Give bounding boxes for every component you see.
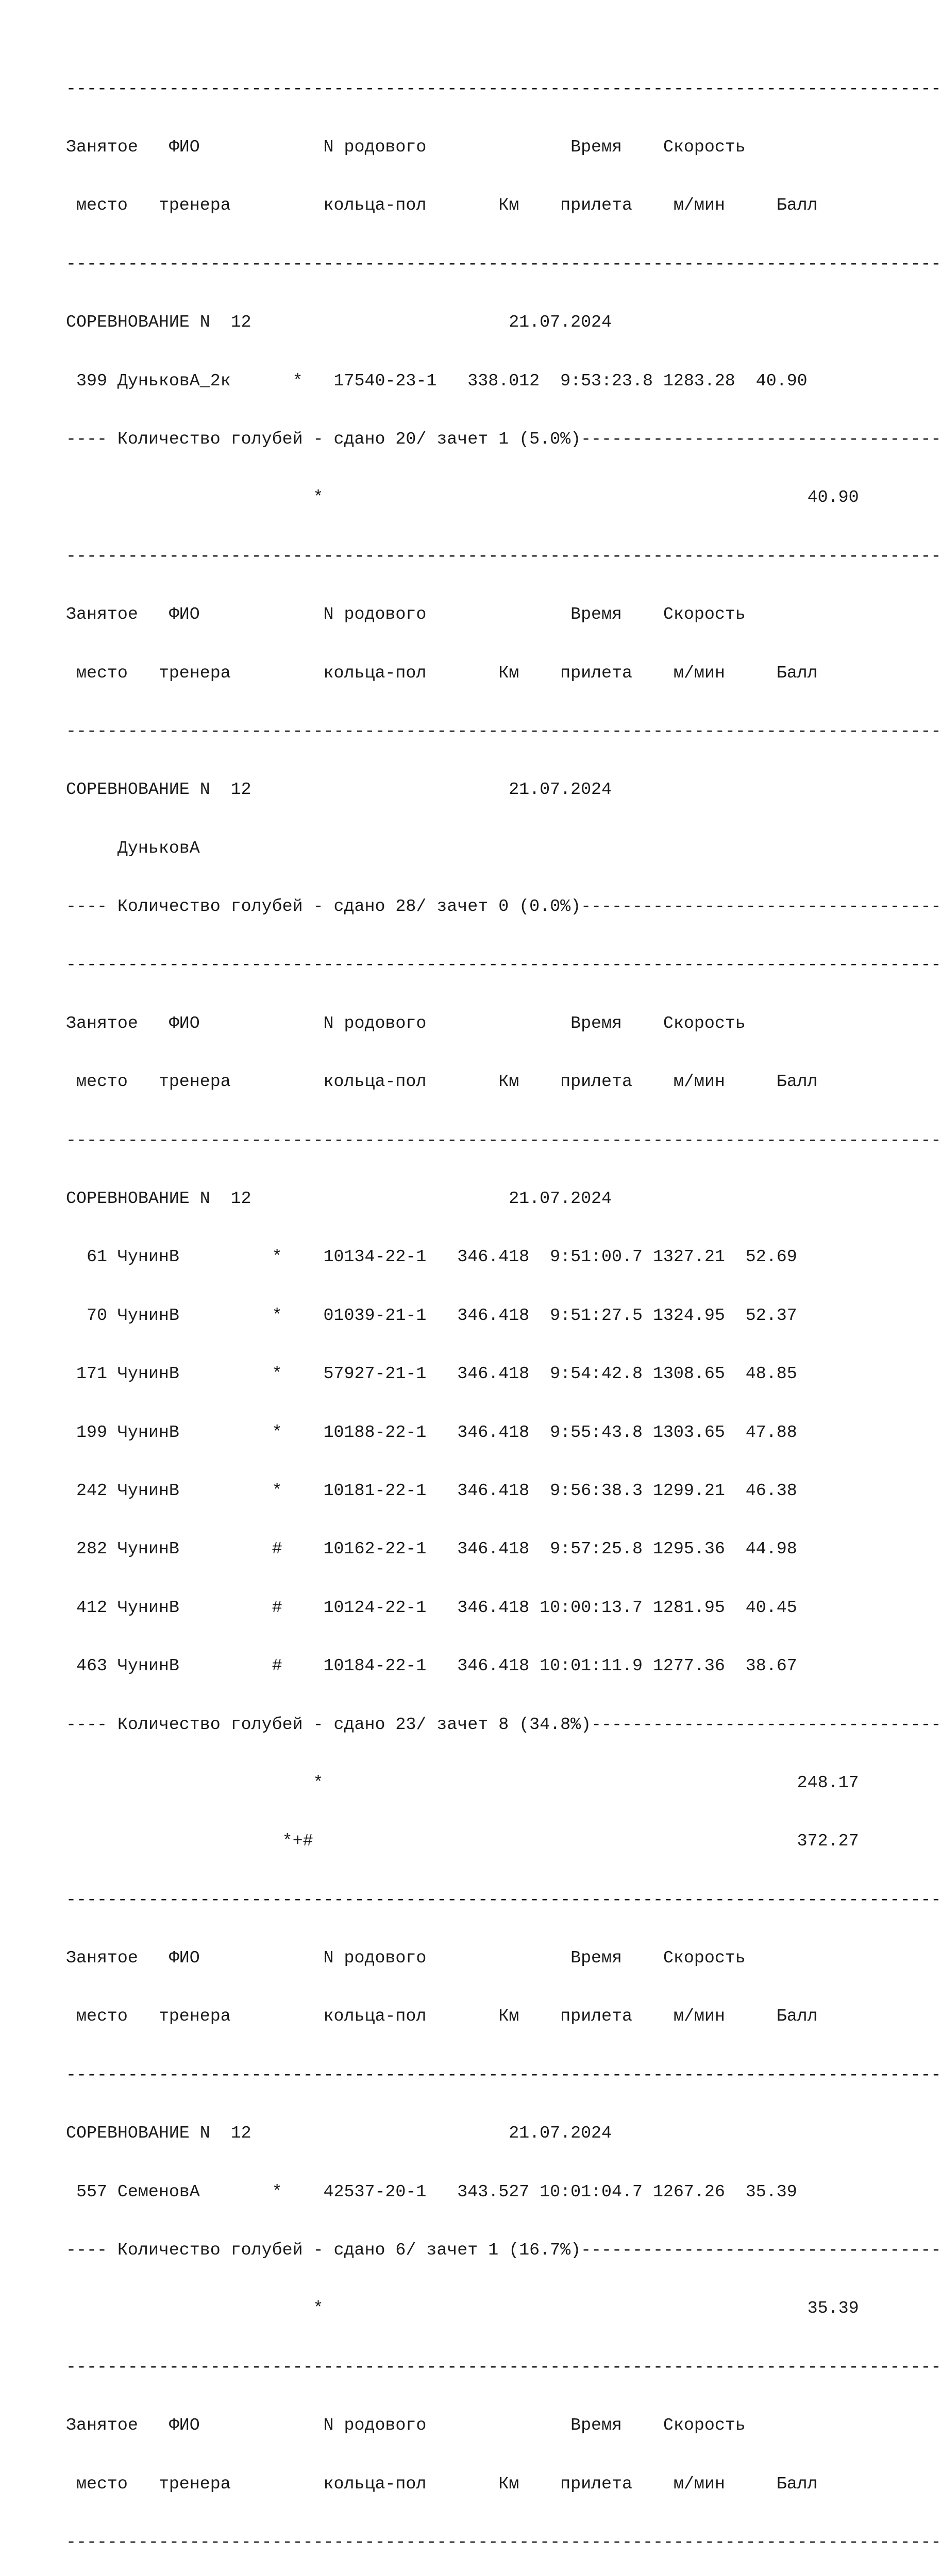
separator-line: ------------------------------------------------------------------------------------- — [66, 1889, 941, 1909]
competition-header: СОРЕВНОВАНИЕ N 12 21.07.2024 — [66, 1189, 612, 1209]
column-header-line: Занятое ФИО N родового Время Скорость — [66, 2415, 746, 2435]
column-header-line: место тренера кольца-пол Км прилета м/мин Балл — [66, 663, 818, 683]
column-header-line: место тренера кольца-пол Км прилета м/мин Балл — [66, 2473, 818, 2494]
column-header-line: Занятое ФИО N родового Время Скорость — [66, 1013, 746, 1033]
total-line: * 248.17 — [66, 1772, 859, 1792]
total-line: *+# 372.27 — [66, 1831, 859, 1851]
separator-line: ------------------------------------------------------------------------------------- — [66, 2357, 941, 2377]
result-row: 61 ЧунинВ * 10134-22-1 346.418 9:51:00.7 1327.21 52.69 — [66, 1247, 797, 1267]
result-row: 463 ЧунинВ # 10184-22-1 346.418 10:01:11.9 1277.36 38.67 — [66, 1656, 797, 1676]
result-row: 557 СеменовА * 42537-20-1 343.527 10:01:04.7 1267.26 35.39 — [66, 2181, 797, 2201]
column-header-line: Занятое ФИО N родового Время Скорость — [66, 137, 746, 157]
separator-line: ------------------------------------------------------------------------------------- — [66, 546, 941, 566]
separator-line: ------------------------------------------------------------------------------------- — [66, 2532, 941, 2552]
summary-line: ---- Количество голубей - сдано 28/ зачет 0 (0.0%)----------------------------------- — [66, 896, 941, 917]
result-row: 399 ДуньковА_2к * 17540-23-1 338.012 9:53:23.8 1283.28 40.90 — [66, 370, 808, 391]
trainer-name-line: ДуньковА — [66, 838, 200, 858]
result-row: 70 ЧунинВ * 01039-21-1 346.418 9:51:27.5 1324.95 52.37 — [66, 1305, 797, 1325]
column-header-line: Занятое ФИО N родового Время Скорость — [66, 1948, 746, 1968]
competition-header: СОРЕВНОВАНИЕ N 12 21.07.2024 — [66, 2123, 612, 2143]
result-row: 242 ЧунинВ * 10181-22-1 346.418 9:56:38.3 1299.21 46.38 — [66, 1480, 797, 1500]
competition-header: СОРЕВНОВАНИЕ N 12 21.07.2024 — [66, 779, 612, 800]
total-line: * 35.39 — [66, 2298, 859, 2318]
separator-line: ------------------------------------------------------------------------------------- — [66, 721, 941, 741]
summary-line: ---- Количество голубей - сдано 6/ зачет 1 (16.7%)----------------------------------- — [66, 2240, 941, 2260]
column-header-line: место тренера кольца-пол Км прилета м/мин Балл — [66, 1072, 818, 1092]
result-row: 171 ЧунинВ * 57927-21-1 346.418 9:54:42.8 1308.65 48.85 — [66, 1364, 797, 1384]
column-header-line: место тренера кольца-пол Км прилета м/мин Балл — [66, 195, 818, 215]
report-page — [66, 40, 941, 2576]
separator-line: ------------------------------------------------------------------------------------- — [66, 955, 941, 975]
result-row: 199 ЧунинВ * 10188-22-1 346.418 9:55:43.8 1303.65 47.88 — [66, 1422, 797, 1442]
result-row: 282 ЧунинВ # 10162-22-1 346.418 9:57:25.8 1295.36 44.98 — [66, 1539, 797, 1559]
result-row: 412 ЧунинВ # 10124-22-1 346.418 10:00:13.7 1281.95 40.45 — [66, 1597, 797, 1617]
competition-header: СОРЕВНОВАНИЕ N 12 21.07.2024 — [66, 312, 612, 332]
column-header-line: Занятое ФИО N родового Время Скорость — [66, 604, 746, 624]
separator-line: ------------------------------------------------------------------------------------- — [66, 2064, 941, 2084]
separator-line: ------------------------------------------------------------------------------------- — [66, 78, 941, 98]
column-header-line: место тренера кольца-пол Км прилета м/мин Балл — [66, 2006, 818, 2026]
summary-line: ---- Количество голубей - сдано 20/ зачет 1 (5.0%)----------------------------------- — [66, 429, 941, 449]
summary-line: ---- Количество голубей - сдано 23/ зачет 8 (34.8%)---------------------------------- — [66, 1714, 941, 1734]
separator-line: ------------------------------------------------------------------------------------- — [66, 1130, 941, 1150]
total-line: * 40.90 — [66, 487, 859, 507]
separator-line: ------------------------------------------------------------------------------------- — [66, 253, 941, 274]
